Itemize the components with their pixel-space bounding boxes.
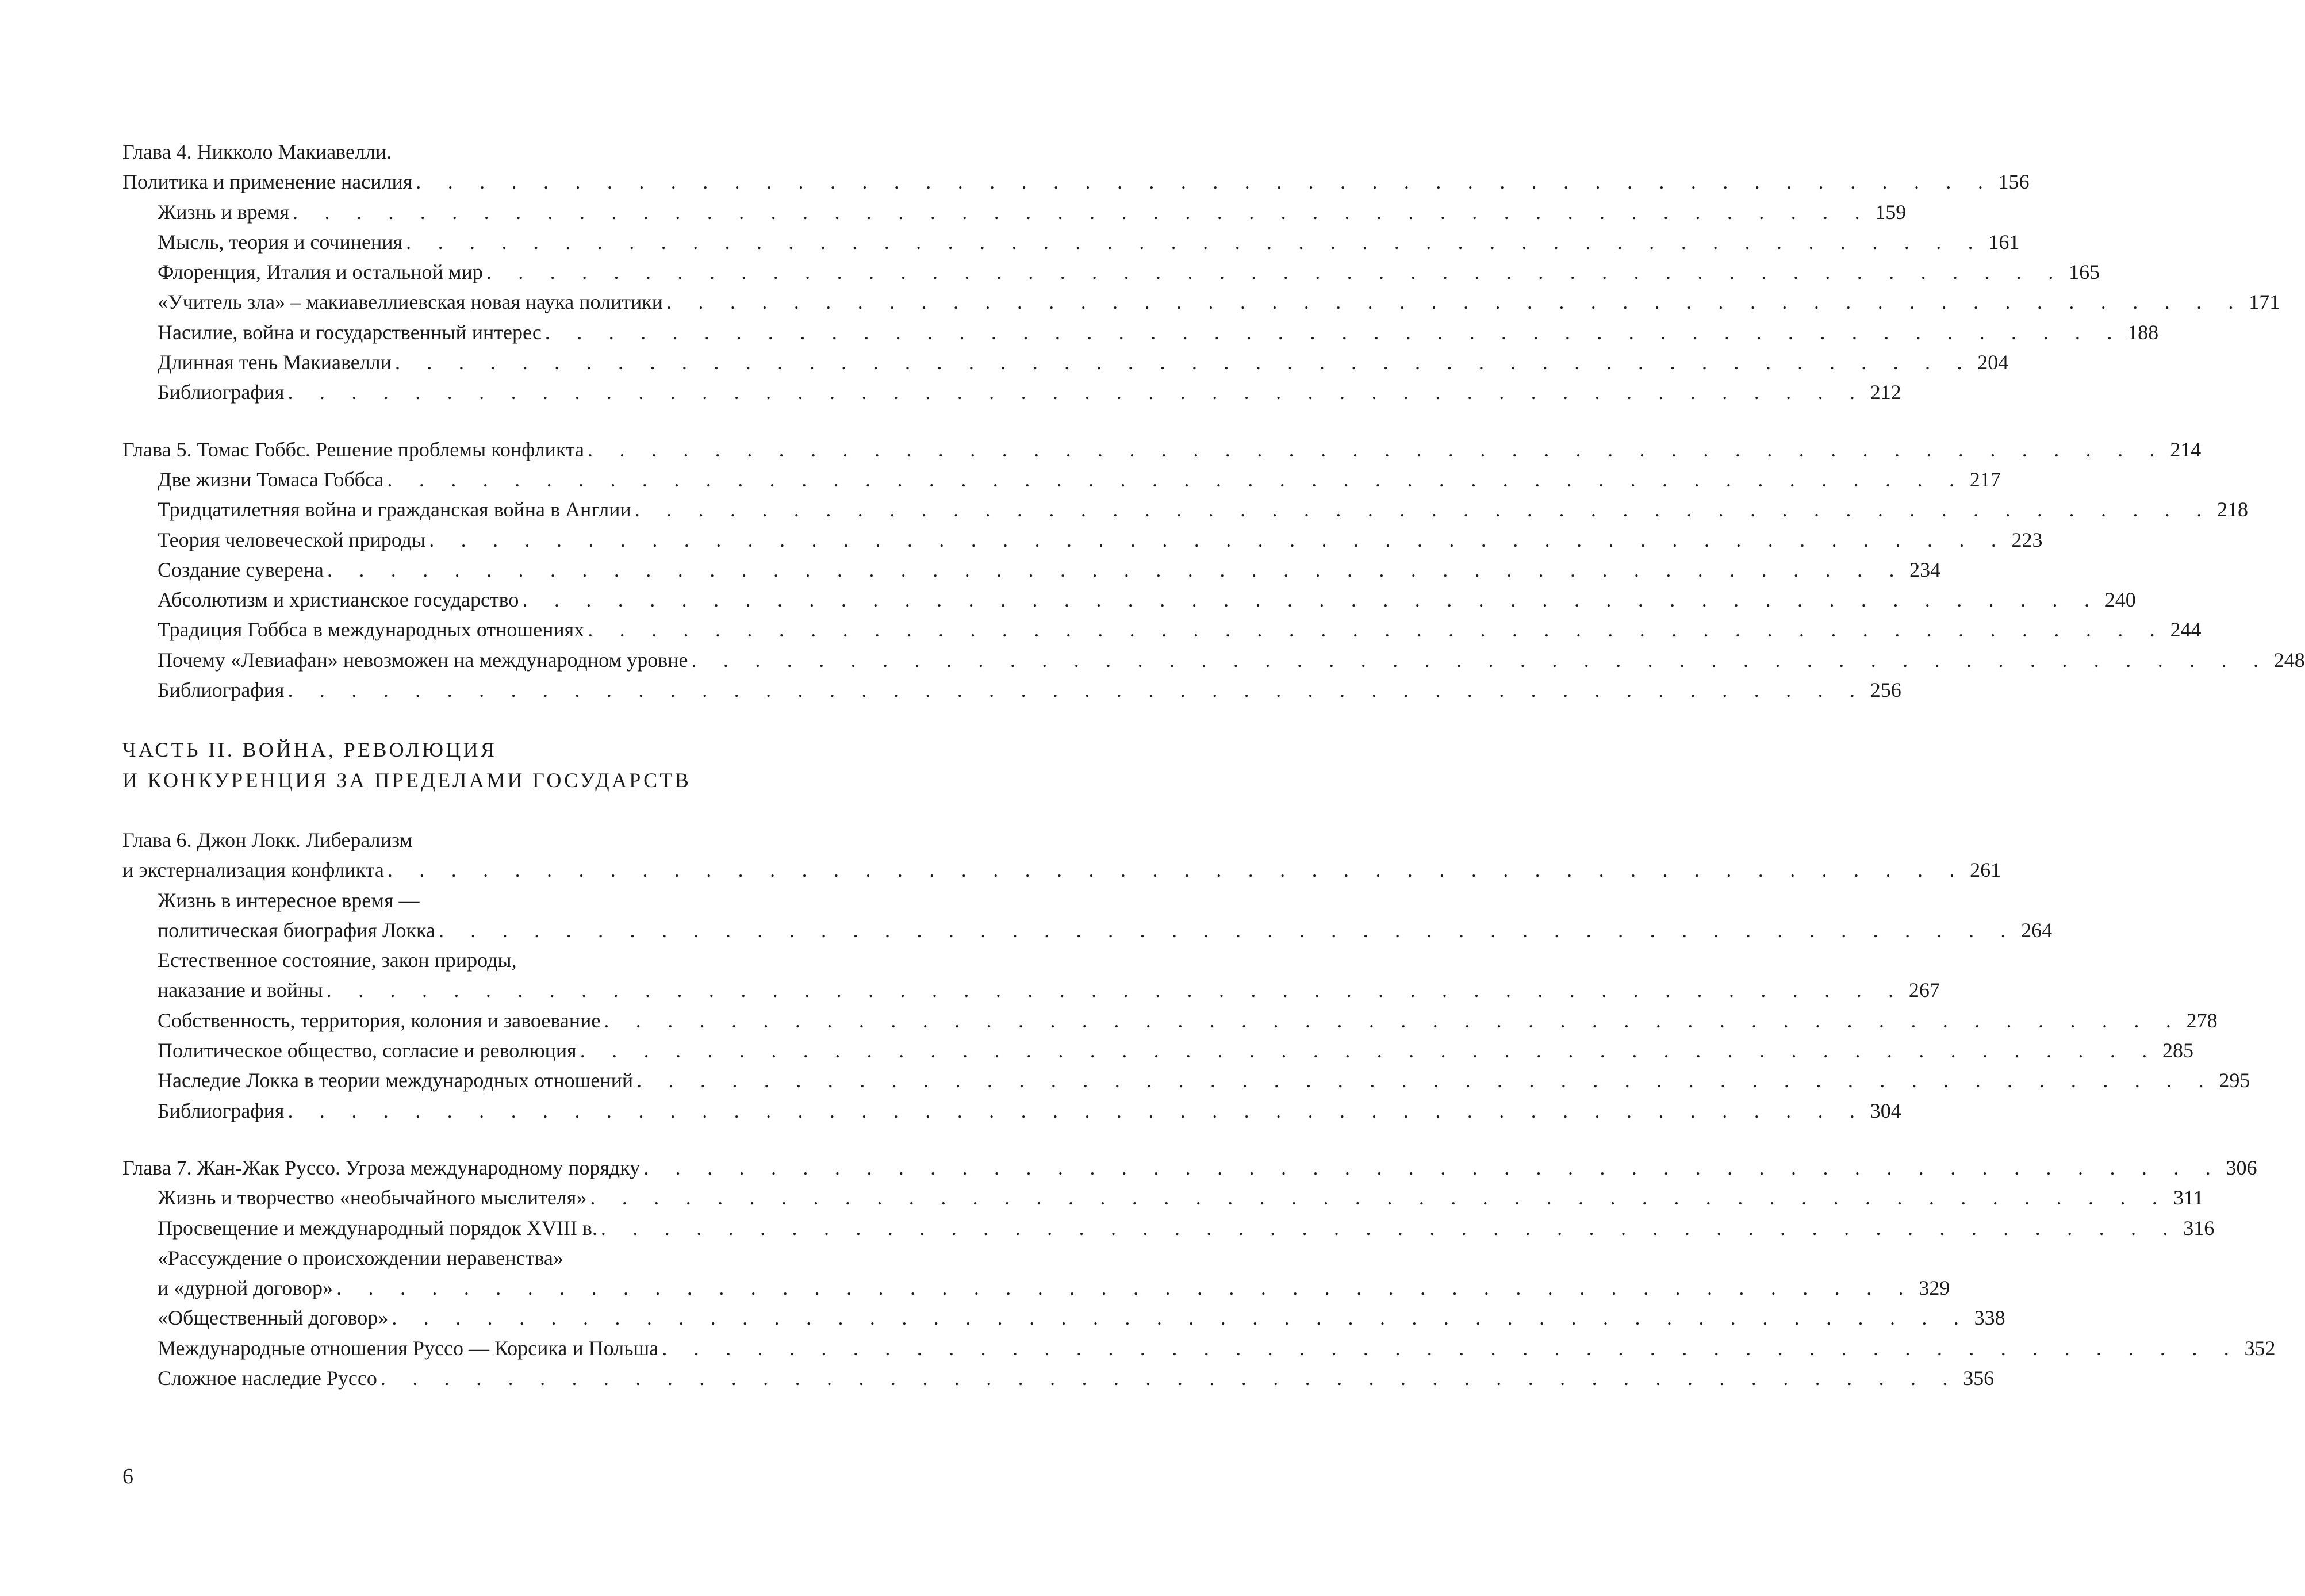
entry-title: Жизнь в интересное время —: [158, 888, 420, 912]
dot-leader: . . . . . . . . . . . . . . . . . . . . . . . . . . . . . . . . . . . . . . . . . . . . . . . . . .: [394, 351, 1973, 374]
chapter-title: Глава 5. Томас Гоббс. Решение проблемы конфликта: [122, 438, 584, 461]
toc-chapter[interactable]: [122, 825, 2001, 885]
dot-leader: . . . . . . . . . . . . . . . . . . . . . . . . . . . . . . . . . . . . . . . . . . . . . . . . . .: [600, 1216, 2179, 1240]
toc-entry[interactable]: [122, 1303, 2005, 1333]
entry-title: и «дурной договор»: [158, 1276, 333, 1300]
chapter-title: Глава 7. Жан-Жак Руссо. Угроза международному порядку: [122, 1156, 641, 1179]
entry-title: Жизнь и время: [158, 200, 290, 224]
page-number: 6: [122, 1464, 133, 1488]
entry-title: Традиция Гоббса в международных отношениях: [158, 618, 585, 642]
entry-title-line: [122, 494, 2248, 524]
entry-title-line: [122, 675, 1901, 705]
toc-entry[interactable]: [122, 1333, 2276, 1363]
toc-page-number: 329: [1919, 1276, 1950, 1300]
entry-title-line: [122, 465, 2001, 494]
part-heading-line: И КОНКУРЕНЦИЯ ЗА ПРЕДЕЛАМИ ГОСУДАРСТВ: [122, 768, 692, 792]
entry-title: Длинная тень Макиавелли: [158, 351, 392, 374]
entry-title-line: [122, 1303, 2005, 1333]
entry-title-line: [122, 1065, 2250, 1095]
toc-entry[interactable]: [122, 885, 2053, 946]
entry-title-line: [122, 287, 2280, 317]
dot-leader: . . . . . . . . . . . . . . . . . . . . . . . . . . . . . . . . . . . . . . . . . . . . . . . . . .: [691, 648, 2269, 672]
toc-page-number: 223: [2011, 528, 2043, 551]
toc-page-number: 244: [2170, 618, 2202, 642]
entry-title-line: [122, 197, 1907, 227]
dot-leader: . . . . . . . . . . . . . . . . . . . . . . . . . . . . . . . . . . . . . . . . . . . . . . . . . .: [588, 618, 2166, 642]
entry-title-line: [122, 945, 890, 975]
entry-title: Жизнь и творчество «необычайного мыслителя»: [158, 1186, 587, 1210]
toc-entry[interactable]: [122, 1363, 1995, 1393]
toc-page-number: 212: [1870, 381, 1901, 404]
toc-entry[interactable]: [122, 645, 2305, 675]
entry-title: Собственность, территория, колония и завоевание: [158, 1008, 601, 1032]
toc-page-number: 285: [2162, 1039, 2193, 1062]
chapter-title: Политика и применение насилия: [122, 170, 413, 194]
toc-entry[interactable]: [122, 287, 2280, 317]
toc-page-number: 188: [2127, 320, 2159, 344]
entry-title: Тридцатилетняя война и гражданская война в Англии: [158, 498, 631, 521]
dot-leader: . . . . . . . . . . . . . . . . . . . . . . . . . . . . . . . . . . . . . . . . . . . . . . . . . .: [416, 170, 1994, 194]
dot-leader: . . . . . . . . . . . . . . . . . . . . . . . . . . . . . . . . . . . . . . . . . . . . . . . . . .: [580, 1039, 2158, 1062]
entry-title: «Учитель зла» – макиавеллиевская новая наука политики: [158, 290, 663, 314]
entry-title: Библиография: [158, 678, 285, 702]
chapter-title-line: [122, 167, 2030, 197]
toc-page-number: 311: [2173, 1186, 2204, 1210]
dot-leader: . . . . . . . . . . . . . . . . . . . . . . . . . . . . . . . . . . . . . . . . . . . . . . . . . .: [590, 1186, 2168, 1210]
entry-title: наказание и войны: [158, 979, 323, 1002]
toc-entry[interactable]: [122, 615, 2202, 644]
dot-leader: . . . . . . . . . . . . . . . . . . . . . . . . . . . . . . . . . . . . . . . . . . . . . . . . . .: [293, 200, 1871, 224]
toc-page-number: 304: [1870, 1099, 1901, 1122]
dot-leader: . . . . . . . . . . . . . . . . . . . . . . . . . . . . . . . . . . . . . . . . . . . . . . . . . .: [429, 528, 2007, 551]
entry-title: «Рассуждение о происхождении неравенства»: [158, 1246, 563, 1269]
toc-page-number: 217: [1969, 467, 2001, 491]
entry-title-line: [122, 377, 1901, 407]
toc-page-number: 234: [1909, 558, 1941, 581]
toc-page-number: 306: [2226, 1156, 2257, 1179]
chapter-title: Глава 6. Джон Локк. Либерализм: [122, 828, 413, 851]
dot-leader: . . . . . . . . . . . . . . . . . . . . . . . . . . . . . . . . . . . . . . . . . . . . . . . . . .: [522, 588, 2100, 612]
toc-page-number: 261: [1970, 858, 2001, 882]
toc-page-number: 248: [2273, 648, 2305, 672]
toc-page-number: 267: [1908, 979, 1940, 1002]
toc-entry[interactable]: [122, 675, 1901, 705]
toc-page-number: 240: [2104, 588, 2136, 612]
entry-title-line: [122, 227, 2020, 257]
entry-title-line: [122, 975, 1940, 1005]
entry-title: Наследие Локка в теории международных отношений: [158, 1069, 634, 1092]
chapter-title: Глава 4. Никколо Макиавелли.: [122, 140, 392, 163]
dot-leader: . . . . . . . . . . . . . . . . . . . . . . . . . . . . . . . . . . . . . . . . . . . . . . . . . .: [326, 979, 1904, 1002]
dot-leader: . . . . . . . . . . . . . . . . . . . . . . . . . . . . . . . . . . . . . . . . . . . . . . . . . .: [544, 320, 2123, 344]
entry-title: Насилие, война и государственный интерес: [158, 320, 542, 344]
toc-chapter[interactable]: [122, 435, 2202, 465]
dot-leader: . . . . . . . . . . . . . . . . . . . . . . . . . . . . . . . . . . . . . . . . . . . . . . . . . .: [486, 260, 2065, 284]
chapter-title-line: [122, 825, 890, 855]
entry-title-line: [122, 1243, 890, 1273]
entry-title-line: [122, 1213, 2215, 1243]
toc-entry[interactable]: [122, 465, 2001, 494]
toc-page-number: 161: [1988, 230, 2020, 254]
entry-title-line: [122, 1333, 2276, 1363]
entry-title-line: [122, 1006, 2218, 1035]
toc-page-number: 295: [2219, 1069, 2250, 1092]
toc-page-number: 165: [2069, 260, 2100, 284]
part-heading: [122, 735, 890, 795]
dot-leader: . . . . . . . . . . . . . . . . . . . . . . . . . . . . . . . . . . . . . . . . . . . . . . . . . .: [666, 290, 2245, 314]
entry-title: Просвещение и международный порядок XVIII в.: [158, 1216, 597, 1240]
toc-entry[interactable]: [122, 377, 1901, 407]
entry-title: Библиография: [158, 381, 285, 404]
toc-page-number: 338: [1974, 1306, 2005, 1330]
entry-title-line: [122, 1096, 1901, 1126]
entry-title: Естественное состояние, закон природы,: [158, 949, 517, 972]
entry-title-line: [122, 615, 2202, 644]
toc-page-number: 278: [2186, 1008, 2218, 1032]
dot-leader: . . . . . . . . . . . . . . . . . . . . . . . . . . . . . . . . . . . . . . . . . . . . . . . . . .: [392, 1306, 1970, 1330]
toc-entry[interactable]: [122, 197, 1907, 227]
entry-title-line: [122, 915, 2053, 945]
entry-title-line: [122, 1183, 2204, 1213]
toc-entry[interactable]: [122, 347, 2009, 377]
entry-title-line: [122, 525, 2043, 555]
toc-entry[interactable]: [122, 494, 2248, 524]
entry-title: Теория человеческой природы: [158, 528, 426, 551]
entry-title: Флоренция, Италия и остальной мир: [158, 260, 483, 284]
entry-title-line: [122, 555, 1941, 585]
chapter-title-line: [122, 137, 890, 167]
dot-leader: . . . . . . . . . . . . . . . . . . . . . . . . . . . . . . . . . . . . . . . . . . . . . . . . . .: [287, 381, 1866, 404]
entry-title: Две жизни Томаса Гоббса: [158, 467, 384, 491]
entry-title-line: [122, 885, 890, 915]
dot-leader: . . . . . . . . . . . . . . . . . . . . . . . . . . . . . . . . . . . . . . . . . . . . . . . . . .: [662, 1336, 2240, 1360]
dot-leader: . . . . . . . . . . . . . . . . . . . . . . . . . . . . . . . . . . . . . . . . . . . . . . . . . .: [380, 1366, 1959, 1390]
entry-title-line: [122, 347, 2009, 377]
toc-entry[interactable]: [122, 1096, 1901, 1126]
section-spacer: [122, 795, 890, 825]
toc-page-number: 204: [1977, 351, 2009, 374]
entry-title: Мысль, теория и сочинения: [158, 230, 403, 254]
section-spacer: [122, 408, 890, 435]
toc-entry[interactable]: [122, 1243, 1950, 1303]
entry-title: Международные отношения Руссо — Корсика и Польша: [158, 1336, 659, 1360]
toc-entry[interactable]: [122, 1065, 2250, 1095]
dot-leader: . . . . . . . . . . . . . . . . . . . . . . . . . . . . . . . . . . . . . . . . . . . . . . . . . .: [327, 558, 1905, 581]
entry-title: «Общественный договор»: [158, 1306, 389, 1330]
chapter-title-line: [122, 435, 2202, 465]
entry-title: Создание суверена: [158, 558, 324, 581]
dot-leader: . . . . . . . . . . . . . . . . . . . . . . . . . . . . . . . . . . . . . . . . . . . . . . . . . .: [438, 918, 2017, 942]
toc-page-number: 356: [1963, 1366, 1995, 1390]
entry-title: Почему «Левиафан» невозможен на международном уровне: [158, 648, 688, 672]
entry-title: Абсолютизм и христианское государство: [158, 588, 519, 612]
entry-title-line: [122, 585, 2136, 615]
toc-entry[interactable]: [122, 945, 1940, 1006]
toc-page-number: 156: [1998, 170, 2030, 194]
toc-page-number: 256: [1870, 678, 1901, 702]
toc-entry[interactable]: [122, 555, 1941, 585]
toc-page-number: 159: [1875, 200, 1907, 224]
dot-leader: . . . . . . . . . . . . . . . . . . . . . . . . . . . . . . . . . . . . . . . . . . . . . . . . . .: [636, 1069, 2215, 1092]
toc-entry[interactable]: [122, 1183, 2204, 1213]
entry-title: Сложное наследие Руссо: [158, 1366, 377, 1390]
entry-title-line: [122, 645, 2305, 675]
chapter-title: и экстернализация конфликта: [122, 858, 384, 882]
dot-leader: . . . . . . . . . . . . . . . . . . . . . . . . . . . . . . . . . . . . . . . . . . . . . . . . . .: [287, 1099, 1866, 1122]
toc-entry[interactable]: [122, 1006, 2218, 1035]
dot-leader: . . . . . . . . . . . . . . . . . . . . . . . . . . . . . . . . . . . . . . . . . . . . . . . . . .: [588, 438, 2166, 461]
dot-leader: . . . . . . . . . . . . . . . . . . . . . . . . . . . . . . . . . . . . . . . . . . . . . . . . . .: [387, 467, 1965, 491]
dot-leader: . . . . . . . . . . . . . . . . . . . . . . . . . . . . . . . . . . . . . . . . . . . . . . . . . .: [406, 230, 1984, 254]
dot-leader: . . . . . . . . . . . . . . . . . . . . . . . . . . . . . . . . . . . . . . . . . . . . . . . . . .: [336, 1276, 1915, 1300]
chapter-title-line: [122, 1153, 2257, 1183]
toc-chapter[interactable]: [122, 1153, 2257, 1183]
entry-title: Библиография: [158, 1099, 285, 1122]
section-spacer: [122, 705, 890, 735]
dot-leader: . . . . . . . . . . . . . . . . . . . . . . . . . . . . . . . . . . . . . . . . . . . . . . . . . .: [634, 498, 2212, 521]
toc-entry[interactable]: [122, 585, 2136, 615]
toc-entry[interactable]: [122, 525, 2043, 555]
toc-page-number: 264: [2021, 918, 2053, 942]
dot-leader: . . . . . . . . . . . . . . . . . . . . . . . . . . . . . . . . . . . . . . . . . . . . . . . . . .: [643, 1156, 2222, 1179]
toc-entry[interactable]: [122, 1035, 2193, 1065]
section-spacer: [122, 1126, 890, 1153]
toc-entry[interactable]: [122, 1213, 2215, 1243]
toc-page-number: 218: [2216, 498, 2248, 521]
entry-title: Политическое общество, согласие и революция: [158, 1039, 577, 1062]
dot-leader: . . . . . . . . . . . . . . . . . . . . . . . . . . . . . . . . . . . . . . . . . . . . . . . . . .: [387, 858, 1966, 882]
toc-page-number: 171: [2249, 290, 2280, 314]
toc-page-number: 214: [2170, 438, 2202, 461]
entry-title-line: [122, 1273, 1950, 1303]
chapter-title-line: [122, 855, 2001, 885]
toc-page-number: 352: [2244, 1336, 2276, 1360]
entry-title-line: [122, 1035, 2193, 1065]
entry-title-line: [122, 1363, 1995, 1393]
toc-entry[interactable]: [122, 317, 2159, 347]
toc-page-number: 316: [2183, 1216, 2215, 1240]
table-of-contents: [122, 137, 2305, 1393]
entry-title: политическая биография Локка: [158, 918, 435, 942]
toc-entry[interactable]: [122, 257, 2100, 287]
part-heading-line: ЧАСТЬ II. ВОЙНА, РЕВОЛЮЦИЯ: [122, 738, 497, 762]
toc-entry[interactable]: [122, 227, 2020, 257]
dot-leader: . . . . . . . . . . . . . . . . . . . . . . . . . . . . . . . . . . . . . . . . . . . . . . . . . .: [287, 678, 1866, 702]
entry-title-line: [122, 257, 2100, 287]
dot-leader: . . . . . . . . . . . . . . . . . . . . . . . . . . . . . . . . . . . . . . . . . . . . . . . . . .: [604, 1008, 2182, 1032]
toc-chapter[interactable]: [122, 137, 2030, 197]
entry-title-line: [122, 317, 2159, 347]
